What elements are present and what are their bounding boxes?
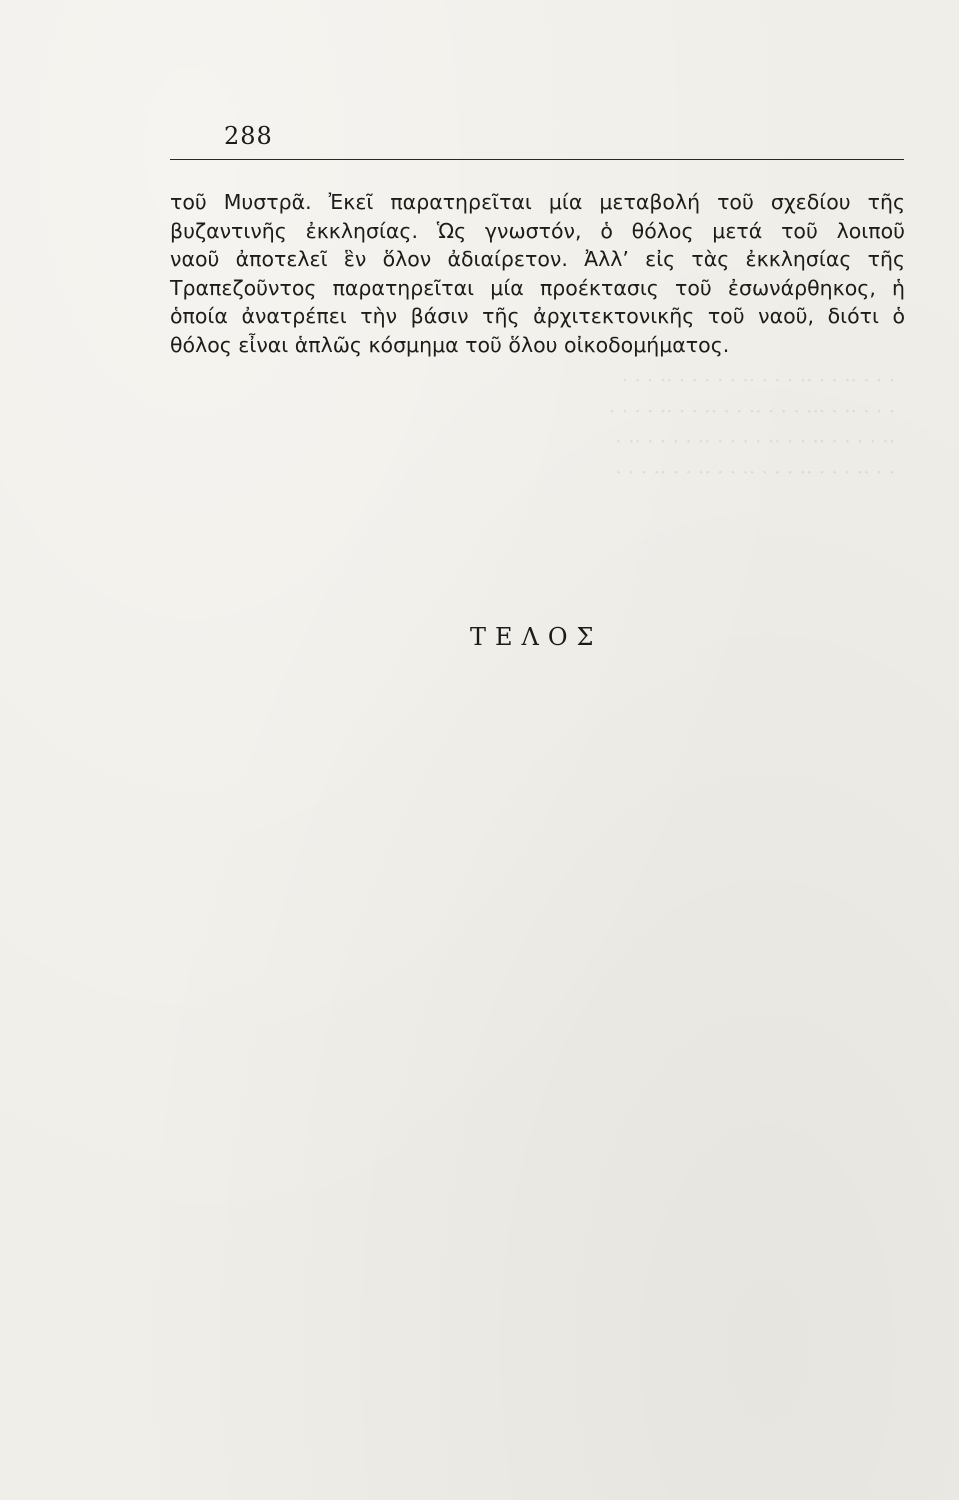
header-rule [170,159,904,160]
page-number: 288 [224,122,273,150]
text-line: τοῦ Μυστρᾶ. Ἐκεῖ παρατηρεῖται μία μεταβολή τοῦ σχεδίου τῆς [170,190,905,214]
text-line: βυζαντινῆς ἐκκλησίας. Ὡς γνωστόν, ὁ θόλος μετά τοῦ λοιποῦ [170,218,905,243]
text-line: Τραπεζοῦντος παρατηρεῖται μία προέκτασις τοῦ ἐσωνάρθηκος, ἡ [170,275,905,300]
text-line: ναοῦ ἀποτελεῖ ἓν ὅλον ἀδιαίρετον. Ἀλλ’ εἰς τὰς ἐκκλησίας τῆς [170,247,905,271]
end-mark: ΤΕΛΟΣ [470,623,603,651]
text-line: θόλος εἶναι ἁπλῶς κόσμημα τοῦ ὅλου οἰκοδομήματος. [170,332,730,357]
text-line: ὁποία ἀνατρέπει τὴν βάσιν τῆς ἀρχιτεκτονικῆς τοῦ ναοῦ, διότι ὁ [170,304,905,328]
show-through-texture: · · · ·· · · ·· · · · ·· · · · · · ·· · · · · · · ·· · ··· · · · ·· · · ·· · · ·· · · · · ·· · · · · ·· · · ·· · · · · ·· · · · · ·· · · · ·· · · · ·· · · · ·· · · ·· · · ·· · · · [608,368,895,484]
body-paragraph [170,188,905,359]
